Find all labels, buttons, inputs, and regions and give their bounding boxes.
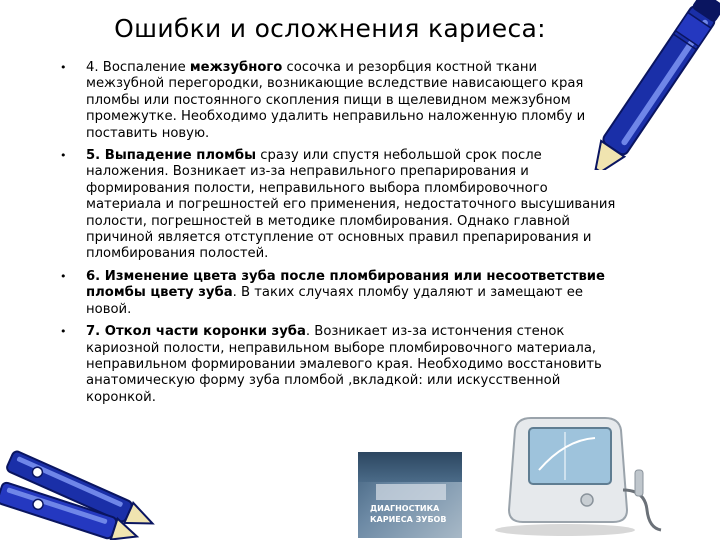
bullet-text: 7. Откол части коронки зуба. Возникает из-за истончения стенок кариозной полости, неправильном выборе пломбировочного материала, неправильном формировании эмалевого края. Необходимо восстановить анатомическую форму зуба пломбой ,вкладкой: или искусственной коронкой. (86, 324, 602, 405)
caries-diagnostics-book (358, 452, 462, 538)
pen-icon (565, 0, 720, 170)
list-item (58, 269, 618, 318)
slide-title: Ошибки и осложнения кариеса: (114, 14, 546, 43)
bullet-text: 5. Выпадение пломбы сразу или спустя небольшой срок после наложения. Возникает из-за неправильного препарирования и формирования полости, неправильного выбора пломбировочного материала и погрешностей его применения, недостаточного высушивания полости, погрешностей в методике пломбирования. Однако главной причиной является отступление от основных правил препарирования и пломбирования полостей. (86, 148, 616, 262)
bullet-text: 4. Воспаление межзубного сосочка и резорбция костной ткани межзубной перегородки, возникающие вследствие нависающего края пломбы или постоянного скопления пищи в щелевидном межзубном промежутке. Необходимо удалить неправильно наложенную пломбу и поставить новую. (86, 60, 586, 141)
bullet-marker: • (60, 325, 67, 339)
book-title-line2: КАРИЕСА ЗУБОВ (370, 515, 447, 524)
bullet-marker: • (60, 149, 67, 163)
bullet-list (58, 60, 618, 412)
dental-diagnostic-device (495, 410, 665, 538)
list-item (58, 148, 618, 263)
bullet-text: 6. Изменение цвета зуба после пломбирования или несоответствие пломбы цвету зуба. В таких случаях пломбу удаляют и замещают ее новой. (86, 268, 605, 317)
pen-icon (0, 440, 160, 540)
book-title-line1: ДИАГНОСТИКА (370, 504, 440, 513)
list-item (58, 324, 618, 406)
bullet-marker: • (60, 269, 67, 283)
list-item (58, 60, 618, 142)
bullet-marker: • (60, 61, 67, 74)
